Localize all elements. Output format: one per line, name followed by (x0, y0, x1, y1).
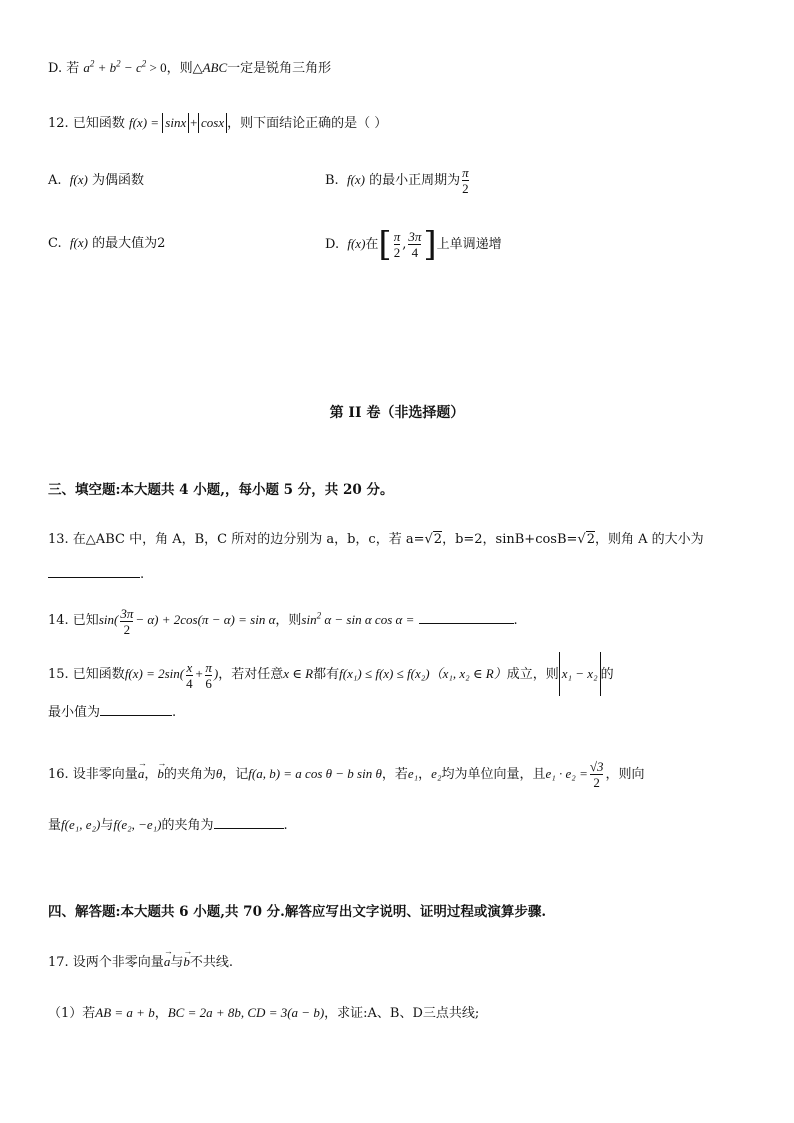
question-16: 16. 设非零向量→ a，→ b的夹角为θ，记f(a, b) = a cos θ − b sin θ，若e₁，e₂均为单位向量，且e₁ · e₂ = $\frac{√3}{2}$ ，则向 (48, 752, 645, 797)
question-12: 12. 已知函数 f(x) = sinx + cosx ，则下面结论正确的是（ ） (48, 115, 388, 131)
question-16-line-2: 量f(e₁, e₂)与f(e₂, −e₁)的夹角为 . (48, 817, 288, 833)
math-expression: $a^2 + b^2 - c^2 > 0$ (83, 58, 167, 75)
section-3-heading: 三、填空题:本大题共 4 小题,，每小题 5 分，共 20 分。 (48, 482, 394, 498)
question-17: 17. 设两个非零向量→ a与→ b不共线. (48, 952, 233, 973)
question-13-answer-line: . (48, 565, 144, 585)
answer-blank (214, 816, 284, 829)
question-13: 13. 在△ABC 中，角 A，B，C 所对的边分别为 a，b，c，若 a=√2，b=2，sinB+cosB=√2，则角 A 的大小为 (48, 532, 704, 547)
answer-blank (100, 703, 172, 716)
part-2-title: 第 II 卷（非选择题） (329, 405, 465, 421)
math-expression: f(x) = sinx + cosx (129, 115, 227, 130)
question-12-option-d: D. f(x)在[ $\frac{\pi}{2}$ , $\frac{3\pi}{4}$ ]上单调递增 (325, 224, 502, 265)
answer-blank (419, 611, 514, 624)
section-4-heading: 四、解答题:本大题共 6 小题,共 70 分.解答应写出文字说明、证明过程或演算步骤. (48, 904, 547, 920)
question-12-option-c: C. f(x) 的最大值为2 (48, 235, 166, 251)
option-label: D. (48, 61, 63, 76)
question-12-option-a: A. f(x) 为偶函数 (48, 172, 144, 188)
option-d-previous: D. 若 $a^2 + b^2 - c^2 > 0$，则△ABC一定是锐角三角形 (48, 58, 332, 76)
question-14: 14. 已知sin( $\frac{3\pi}{2}$ − α) + 2cos(π − α) = sin α，则$\sin^2 \alpha - \sin \alpha$ cos α = . (48, 605, 518, 637)
answer-blank (48, 565, 140, 578)
question-15: 15. 已知函数f(x) = 2sin( $\frac{x}{4}$ + $\frac{\pi}{6}$ )，若对任意x ∈ R都有f(x₁) ≤ f(x) ≤ f(x₂)（x₁, x₂ ∈ R）成立，则 x₁ − x₂ 的 (48, 652, 614, 697)
question-15-line-2: 最小值为 . (48, 705, 177, 720)
question-17-part-1: （1）若AB = a + b，BC = 2a + 8b, CD = 3(a − b)，求证:A、B、D三点共线; (48, 1005, 480, 1021)
question-12-option-b: B. f(x) 的最小正周期为 $\frac{\pi}{2}$ (325, 165, 469, 196)
